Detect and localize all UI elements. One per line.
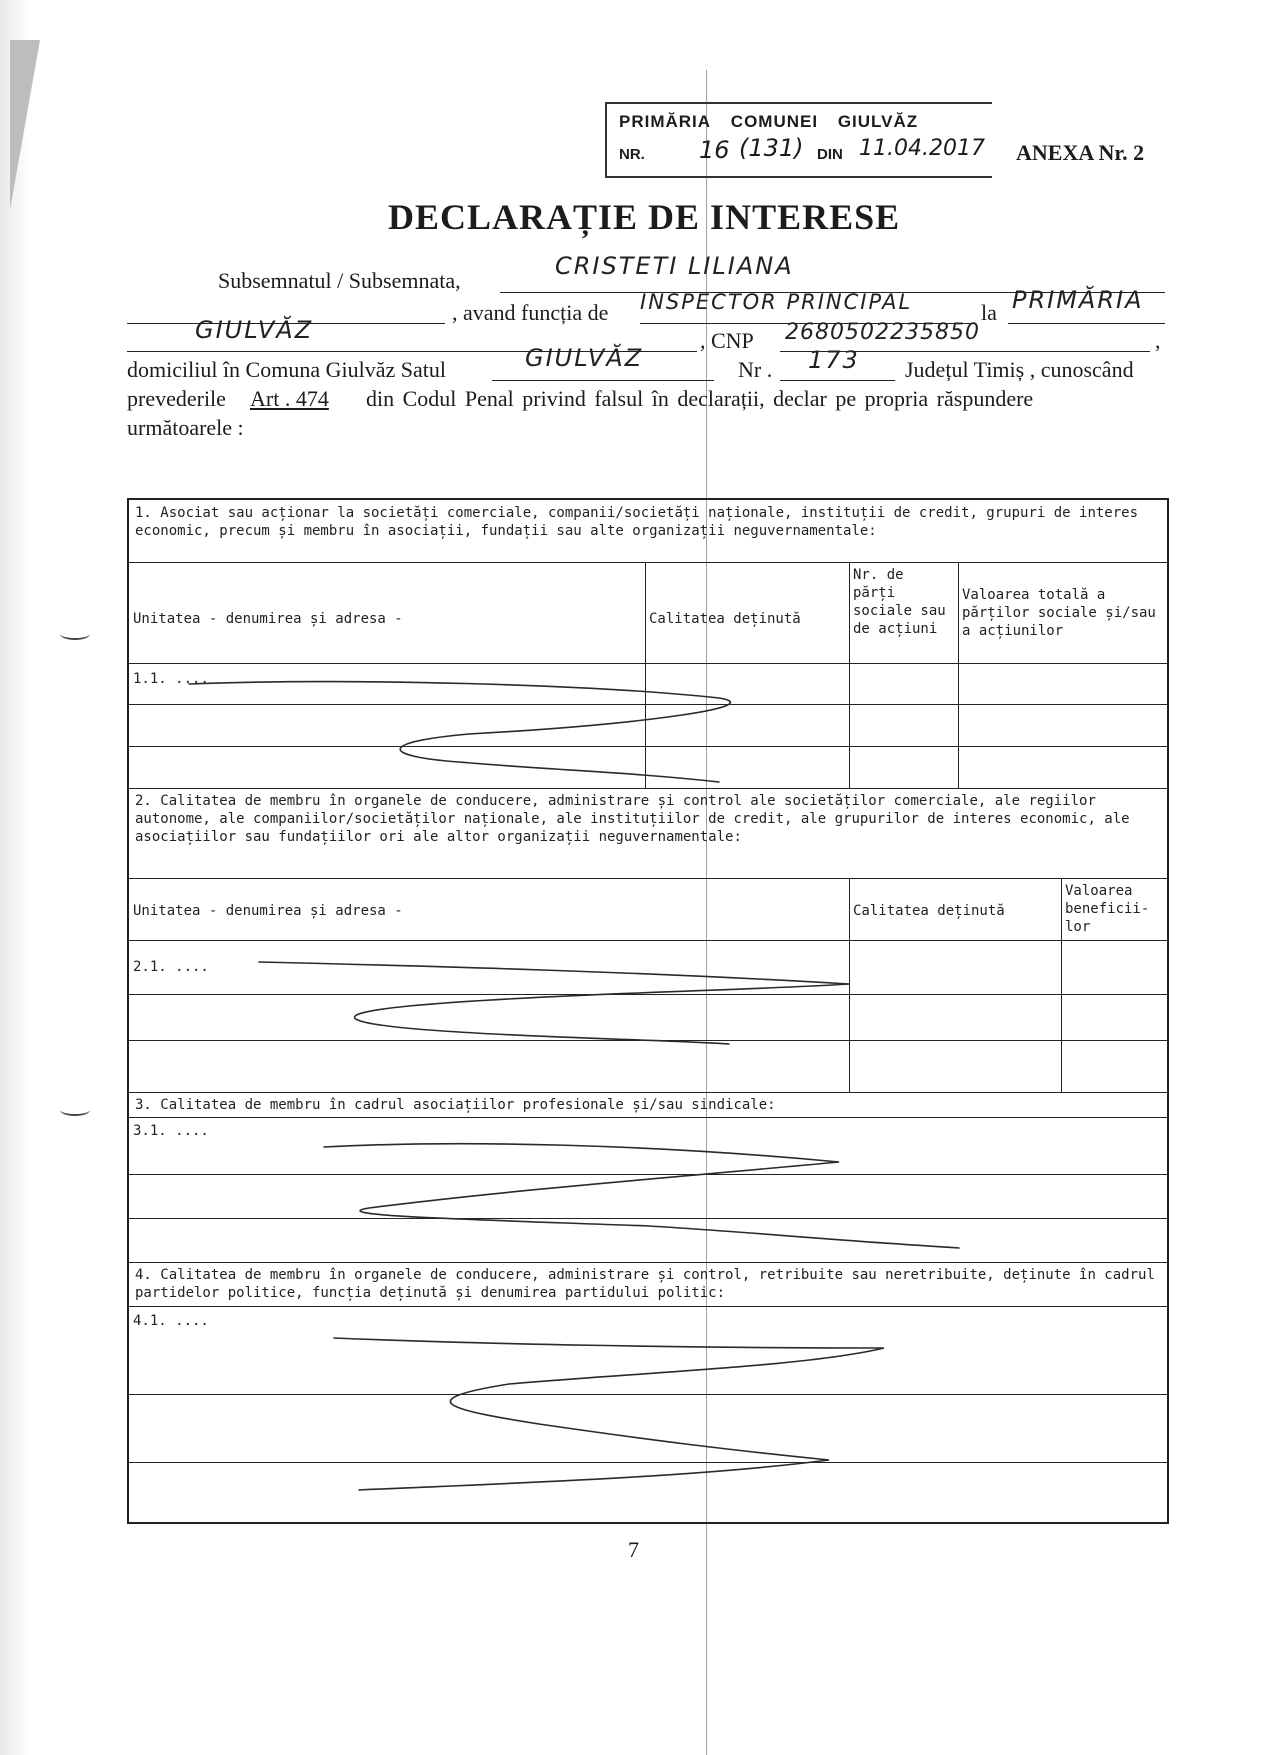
stamp-din-label: DIN [817,146,843,163]
art-reference: Art . 474 [250,386,329,411]
s2-col-unitatea: Unitatea - denumirea și adresa - [133,903,403,919]
satul-fill-line [492,380,714,381]
stamp-word: PRIMĂRIA [619,112,712,131]
judet-text: Județul Timiș , cunoscând [905,357,1134,382]
scribble-section-4 [334,1338,884,1490]
institution-fill-line [1008,323,1165,324]
penal-code-text: din Codul Penal privind falsul în declarații, declar pe propria răspundere [366,386,1034,411]
s2-col-calitatea: Calitatea deținută [853,903,1005,919]
s4-row-1: 4.1. .... [133,1313,209,1329]
punch-hole-mark [60,628,90,640]
declaration-form [127,498,1169,1524]
s2-row-1: 2.1. .... [133,959,209,975]
stamp-nr-label: NR. [619,146,645,163]
annex-label: ANEXA Nr. 2 [1016,140,1145,165]
cnp-label: , CNP [700,328,754,353]
stamp-nr-paren-handwritten: (131) [739,134,804,162]
cnp-comma: , [1155,328,1161,353]
functia-label: , avand funcția de [452,300,609,325]
stamp-word: COMUNEI [730,112,819,131]
s1-row-1: 1.1. .... [133,671,209,687]
folded-corner [10,40,40,210]
la-label: la [981,300,997,325]
s3-row-1: 3.1. .... [133,1123,209,1139]
stamp-word: GIULVĂZ [837,112,919,131]
functia-handwritten: INSPECTOR PRINCIPAL [640,290,913,314]
section-1-title: 1. Asociat sau acționar la societăți comerciale, companii/societăți naționale, instituții de credit, grupuri de interes economic, precum și membru în asociații, fundații sau alte organizații neguvernamentale: [135,505,1139,539]
section-3-title: 3. Calitatea de membru în cadrul asociațiilor profesionale și/sau sindicale: [135,1097,776,1113]
s2-col-valoarea: Valoarea beneficii-lor [1065,883,1150,935]
scan-edge-shadow [0,0,30,1755]
strike-through-scribbles [129,500,1167,1522]
satul-handwritten: GIULVĂZ [525,344,644,372]
scribble-section-1 [189,682,730,782]
prevederile-label: prevederile [127,386,226,411]
stamp-nr-handwritten: 16 [699,136,730,164]
cnp-handwritten: 2680502235850 [785,320,980,345]
scribble-section-3 [324,1144,959,1248]
nr-label: Nr . [738,357,773,382]
s1-col-valoarea: Valoarea totală a părților sociale și/sau a acțiunilor [962,587,1156,639]
subsemnatul-label: Subsemnatul / Subsemnata, [218,268,461,293]
domiciliu-label: domiciliul în Comuna Giulvăz Satul [127,357,446,382]
punch-hole-mark [60,1104,90,1116]
registration-stamp [605,102,992,178]
stamp-institution [619,112,932,132]
s1-col-nr-parti: Nr. de părți sociale sau de acțiuni [853,567,946,637]
institution-handwritten-2: GIULVĂZ [195,316,314,344]
institution-handwritten-1: PRIMĂRIA [1012,286,1144,314]
section-2-title: 2. Calitatea de membru în organele de conducere, administrare și control ale societăților comerciale, ale regiilor autonome, ale companiilor/societăților naționale, ale instituțiilor de credit, ale grupurilor de interes economic, ale asociațiilor sau fundațiilor ori ale altor organizații neguvernamentale: [135,793,1130,845]
stamp-date-handwritten: 11.04.2017 [859,136,985,161]
declarant-name: CRISTETI LILIANA [555,252,794,280]
s1-col-calitatea: Calitatea deținută [649,611,801,627]
nr-handwritten: 173 [808,346,860,374]
nr-fill-line [780,380,895,381]
scribble-section-2 [259,962,849,1044]
urmatoarele-text: următoarele : [127,415,244,440]
s1-col-unitatea: Unitatea - denumirea și adresa - [133,611,403,627]
page-number: 7 [628,1537,639,1562]
document-title: DECLARAȚIE DE INTERESE [388,197,901,237]
section-4-title: 4. Calitatea de membru în organele de conducere, administrare și control, retribuite sau neretribuite, deținute în cadrul partidelor politice, funcția deținută și denumirea partidului politic: [135,1267,1155,1301]
